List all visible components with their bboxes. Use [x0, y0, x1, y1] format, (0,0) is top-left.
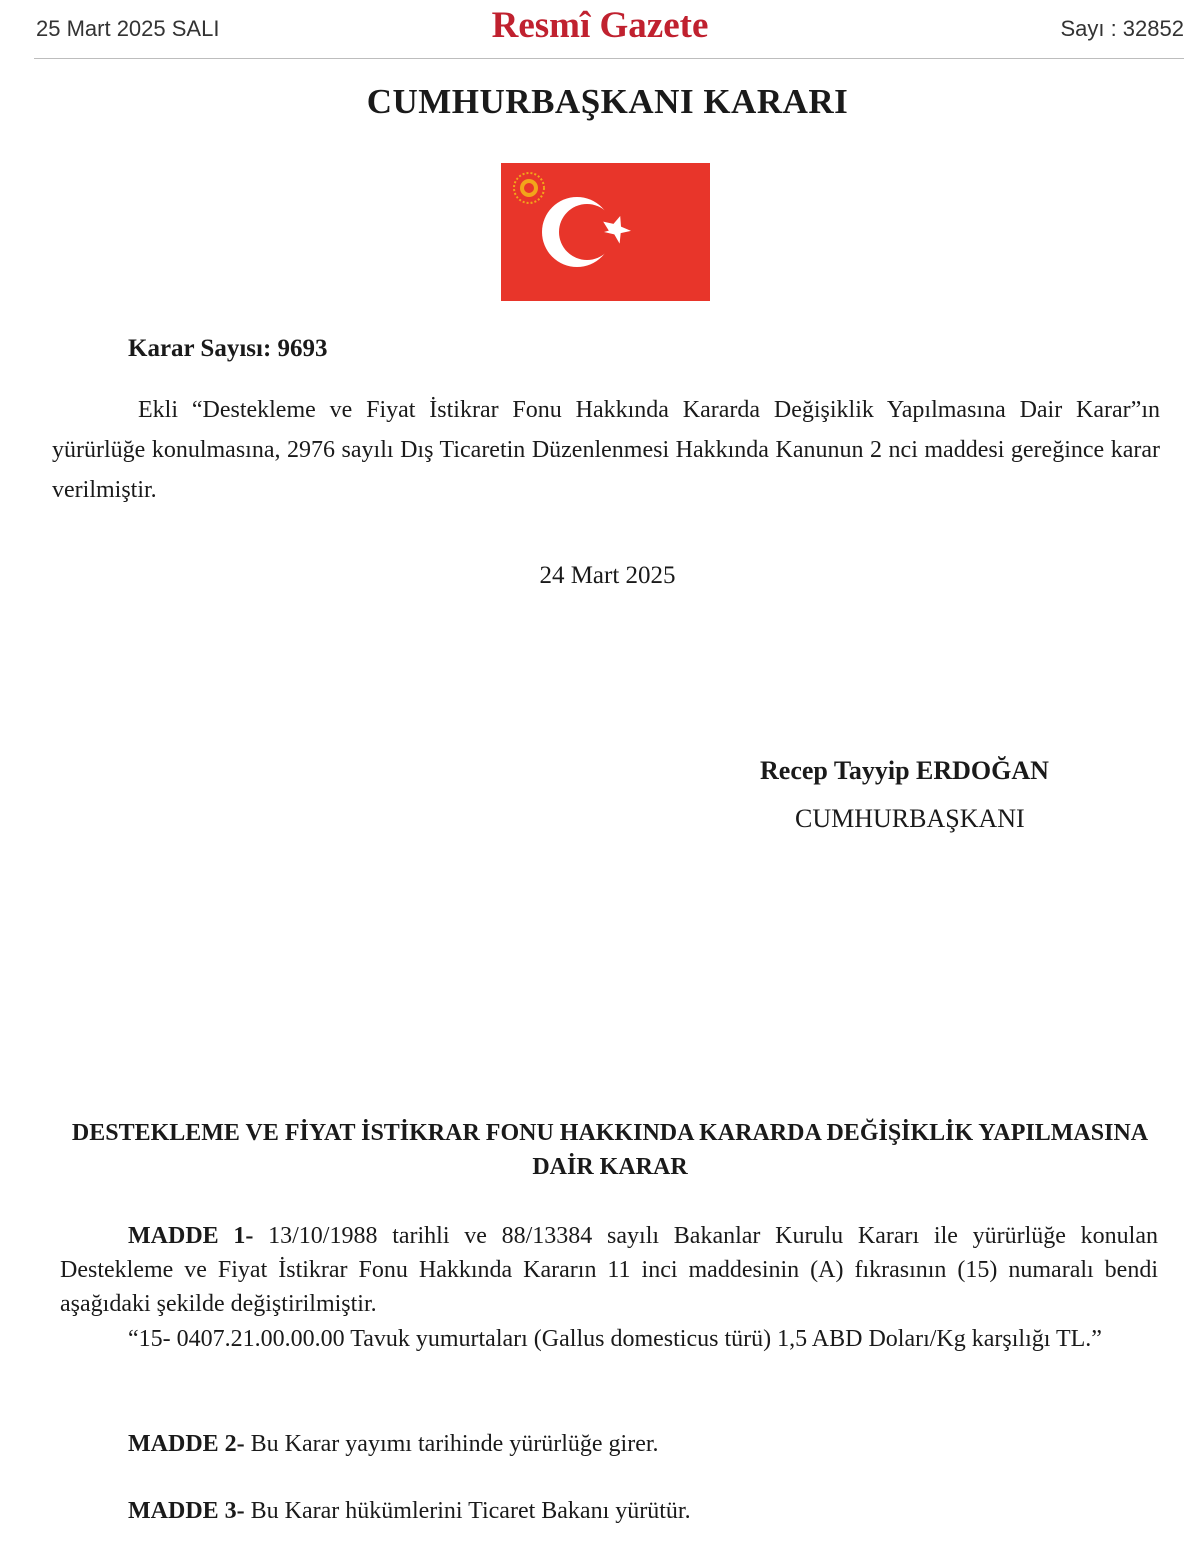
article-text: Bu Karar hükümlerini Ticaret Bakanı yürütür.	[244, 1498, 691, 1524]
annex-title: DESTEKLEME VE FİYAT İSTİKRAR FONU HAKKINDA KARARDA DEĞİŞİKLİK YAPILMASINA DAİR KARAR	[71, 1120, 1149, 1180]
article-1-quote: “15- 0407.21.00.00.00 Tavuk yumurtaları (Gallus domesticus türü) 1,5 ABD Doları/Kg karşılığı TL.”	[128, 1326, 1102, 1352]
article-2	[128, 1427, 659, 1461]
signer-name: Recep Tayyip ERDOĞAN	[760, 756, 1049, 785]
decision-date: 24 Mart 2025	[539, 562, 676, 589]
header-divider	[34, 58, 1184, 59]
article-text: 13/10/1988 tarihli ve 88/13384 sayılı Bakanlar Kurulu Kararı ile yürürlüğe konulan Destekleme ve Fiyat İstikrar Fonu Hakkında Kararın 11 inci maddesinin (A) fıkrasının (15) numaralı bendi aşağıdaki şekilde değiştirilmiştir.	[60, 1223, 1158, 1317]
decision-text: Ekli “Destekleme ve Fiyat İstikrar Fonu Hakkında Kararda Değişiklik Yapılmasına Dair Karar”ın yürürlüğe konulmasına, 2976 sayılı Dış Ticaretin Düzenlenmesi Hakkında Kanunun 2 nci maddesi gereğince karar verilmiştir.	[52, 397, 1160, 503]
article-1	[60, 1219, 1158, 1321]
article-3	[128, 1494, 691, 1528]
signer-title: CUMHURBAŞKANI	[795, 804, 1025, 833]
publication-date: 25 Mart 2025 SALI	[36, 16, 220, 41]
turkish-flag-with-presidential-seal-icon	[501, 163, 710, 301]
article-label: MADDE 2-	[128, 1431, 245, 1457]
article-text: Bu Karar yayımı tarihinde yürürlüğe girer.	[244, 1431, 659, 1457]
article-label: MADDE 1-	[128, 1223, 254, 1249]
article-label: MADDE 3-	[128, 1498, 245, 1524]
issue-number: Sayı : 32852	[1060, 16, 1184, 41]
decision-number: Karar Sayısı: 9693	[128, 335, 328, 362]
gazette-title: Resmî Gazete	[491, 5, 709, 46]
document-type-heading: CUMHURBAŞKANI KARARI	[366, 82, 849, 121]
